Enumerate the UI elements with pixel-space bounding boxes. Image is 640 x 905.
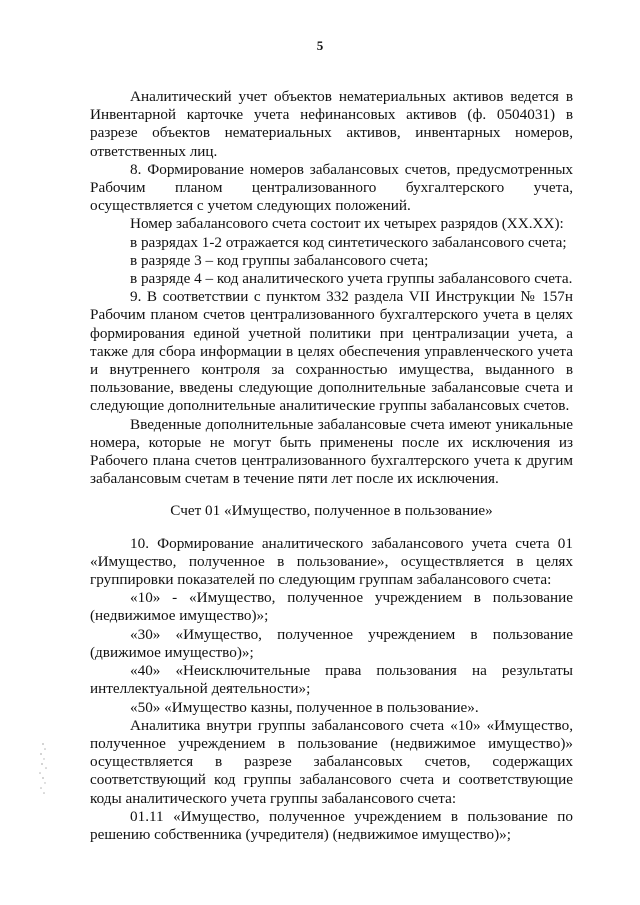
paragraph-section-9: 9. В соответствии с пунктом 332 раздела VII Инструкции № 157н Рабочим планом счетов централизованного бухгалтерского учета в целях формирования единой учетной политики при централизации учета, а также для сбора информации в целях обеспечения управленческого учета и внутреннего контроля за сохранностью имущества, выданного в пользование, введены следующие дополнительные забалансовые счета и следующие дополнительные аналитические группы забалансовых счетов. xyxy=(90,288,573,415)
paragraph-intangible-assets: Аналитический учет объектов нематериальных активов ведется в Инвентарной карточке учета нефинансовых активов (ф. 0504031) в разрезе объектов нематериальных активов, инвентарных номеров, ответственных лиц. xyxy=(90,88,573,160)
paragraph-unique-numbers: Введенные дополнительные забалансовые счета имеют уникальные номера, которые не могут быть применены после их исключения из Рабочего плана счетов централизованного бухгалтерского учета к другим забалансовым счетам в течение пяти лет после их исключения. xyxy=(90,415,573,488)
page-number: 5 xyxy=(316,38,324,53)
paragraph-account-number-format: Номер забалансового счета состоит их четырех разрядов (ХХ.ХХ): xyxy=(130,215,564,233)
paragraph-group-30: «30» «Имущество, полученное учреждением в пользование (движимое имущество)»; xyxy=(90,625,573,661)
paragraph-account-01-11: 01.11 «Имущество, полученное учреждением в пользование по решению собственника (учредителя) (недвижимое имущество)»; xyxy=(90,807,573,843)
section-heading: Счет 01 «Имущество, полученное в пользование» xyxy=(170,502,493,520)
margin-stamp-mark xyxy=(34,740,52,800)
paragraph-group-10-analytics: Аналитика внутри группы забалансового счета «10» «Имущество, полученное учреждением в пользование (недвижимое имущество)» осуществляется в разрезе забалансовых счетов, содержащих соответствующий код группы забалансового счета и соответствующие коды аналитического учета группы забалансового счета: xyxy=(90,716,573,807)
paragraph-digits-1-2: в разрядах 1-2 отражается код синтетического забалансового счета; xyxy=(130,233,567,251)
paragraph-digit-4: в разряде 4 – код аналитического учета группы забалансового счета. xyxy=(130,270,573,288)
paragraph-group-40: «40» «Неисключительные права пользования на результаты интеллектуальной деятельности»; xyxy=(90,662,573,698)
document-body xyxy=(90,88,573,844)
paragraph-group-10: «10» - «Имущество, полученное учреждением в пользование (недвижимое имущество)»; xyxy=(90,589,573,625)
paragraph-digit-3: в разряде 3 – код группы забалансового счета; xyxy=(130,251,429,269)
paragraph-section-10: 10. Формирование аналитического забалансового учета счета 01 «Имущество, полученное в пользование», осуществляется в целях группировки показателей по следующим группам забалансового счета: xyxy=(90,534,573,589)
paragraph-section-8: 8. Формирование номеров забалансовых счетов, предусмотренных Рабочим планом централизованного бухгалтерского учета, осуществляется с учетом следующих положений. xyxy=(90,160,573,215)
paragraph-group-50: «50» «Имущество казны, полученное в пользование». xyxy=(130,698,479,716)
